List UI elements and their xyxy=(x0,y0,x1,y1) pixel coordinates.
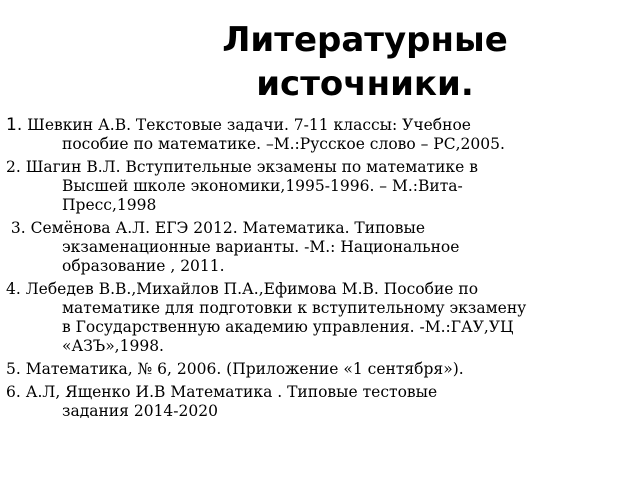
reference-text: Шевкин А.В. Текстовые задачи. 7-11 классы: Учебное xyxy=(22,116,471,134)
reference-text: математике для подготовки к вступительному экзамену xyxy=(62,299,527,317)
reference-number: 3. xyxy=(6,219,26,237)
title-line-2: источники. xyxy=(256,64,474,104)
reference-text: в Государственную академию управления. -М.:ГАУ,УЦ xyxy=(62,318,514,336)
reference-item-5 xyxy=(6,360,626,379)
reference-number: 6. xyxy=(6,383,21,401)
reference-item-2 xyxy=(6,158,626,215)
reference-text: Шагин В.Л. Вступительные экзамены по математике в xyxy=(20,158,478,176)
reference-text: экзаменационные варианты. -М.: Национальное xyxy=(62,238,460,256)
reference-item-4 xyxy=(6,280,626,356)
reference-text: пособие по математике. –М.:Русское слово – РС,2005. xyxy=(62,135,505,153)
reference-text: Высшей школе экономики,1995-1996. – М.:Вита- xyxy=(62,177,463,195)
reference-number: 1. xyxy=(6,115,23,135)
reference-number: 2. xyxy=(6,158,21,176)
reference-item-6 xyxy=(6,383,626,421)
reference-item-1 xyxy=(6,116,626,154)
reference-number: 5. xyxy=(6,360,21,378)
slide-title xyxy=(200,18,530,106)
reference-text: образование , 2011. xyxy=(62,257,225,275)
reference-text: «АЗЪ»,1998. xyxy=(62,337,164,355)
reference-text: Пресс,1998 xyxy=(62,196,157,214)
reference-list xyxy=(6,116,626,425)
reference-text: А.Л, Ященко И.В Математика . Типовые тестовые xyxy=(20,383,438,401)
reference-number: 4. xyxy=(6,280,21,298)
reference-text: задания 2014-2020 xyxy=(62,402,218,420)
reference-text: Лебедев В.В.,Михайлов П.А.,Ефимова М.В. Пособие по xyxy=(20,280,479,298)
reference-item-3 xyxy=(6,219,626,276)
title-line-1: Литературные xyxy=(222,20,508,60)
reference-text: Математика, № 6, 2006. (Приложение «1 сентября»). xyxy=(20,360,464,378)
reference-text: Семёнова А.Л. ЕГЭ 2012. Математика. Типовые xyxy=(25,219,425,237)
